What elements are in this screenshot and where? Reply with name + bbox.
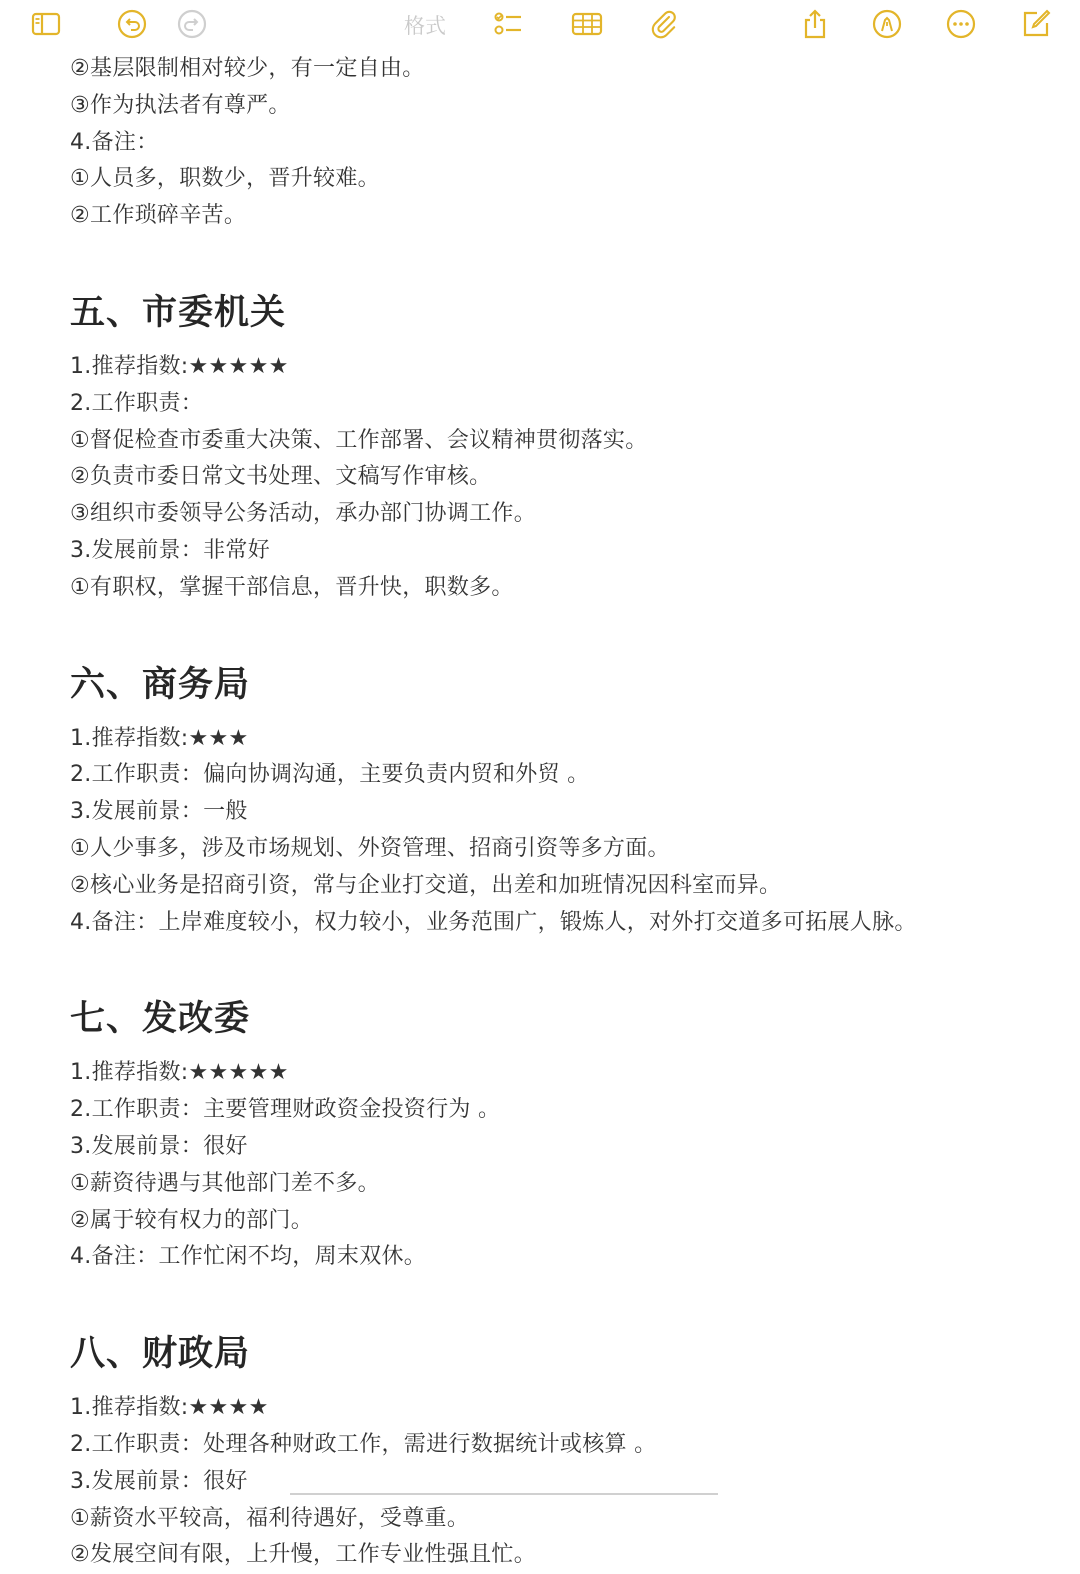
attachment-icon[interactable]	[645, 6, 681, 42]
note-line: 2.工作职责：偏向协调沟通，主要负责内贸和外贸 。	[70, 762, 590, 788]
note-line: ②负责市委日常文书处理、文稿写作审核。	[70, 464, 492, 490]
markup-pen-icon[interactable]	[869, 6, 905, 42]
note-line: ②属于较有权力的部门。	[70, 1207, 314, 1233]
note-line: 2.工作职责：主要管理财政资金投资行为 。	[70, 1097, 501, 1123]
section-heading: 六、商务局	[70, 664, 251, 705]
section-heading: 七、发改委	[70, 999, 251, 1040]
format-label[interactable]: 格式	[404, 14, 446, 38]
note-line: 3.发展前景：很好	[70, 1133, 248, 1159]
note-line: ②工作琐碎辛苦。	[70, 203, 247, 229]
note-line: 1.推荐指数:★★★	[70, 725, 249, 751]
note-line: 1.推荐指数:★★★★★	[70, 1060, 289, 1086]
compose-icon[interactable]	[1018, 6, 1054, 42]
undo-icon[interactable]	[114, 6, 150, 42]
note-line: 1.推荐指数:★★★★	[70, 1395, 269, 1421]
redo-icon[interactable]	[174, 6, 210, 42]
table-icon[interactable]	[569, 6, 605, 42]
note-line: 2.工作职责：	[70, 390, 204, 416]
text-underline	[290, 1493, 718, 1495]
note-line: 3.发展前景：很好	[70, 1468, 248, 1494]
note-line: 4.备注：工作忙闲不均，周末双休。	[70, 1244, 427, 1270]
note-line: ①人少事多，涉及市场规划、外资管理、招商引资等多方面。	[70, 835, 670, 861]
toolbar	[0, 0, 1080, 50]
note-line: 3.发展前景：一般	[70, 799, 248, 825]
note-line: 4.备注：	[70, 129, 159, 155]
section-heading: 五、市委机关	[70, 292, 287, 333]
note-line: ①薪资水平较高，福利待遇好，受尊重。	[70, 1505, 470, 1531]
note-line: ②发展空间有限，上升慢，工作专业性强且忙。	[70, 1542, 537, 1568]
more-icon[interactable]	[943, 6, 979, 42]
note-line: 4.备注：上岸难度较小，权力较小，业务范围广，锻炼人，对外打交道多可拓展人脉。	[70, 909, 917, 935]
note-line: ③组织市委领导公务活动，承办部门协调工作。	[70, 501, 537, 527]
note-line: ①督促检查市委重大决策、工作部署、会议精神贯彻落实。	[70, 427, 648, 453]
sidebar-icon[interactable]	[28, 6, 64, 42]
note-line: ②核心业务是招商引资，常与企业打交道，出差和加班情况因科室而异。	[70, 872, 782, 898]
note-line: 3.发展前景：非常好	[70, 537, 270, 563]
note-line: ②基层限制相对较少，有一定自由。	[70, 56, 425, 81]
note-line: ①人员多，职数少，晋升较难。	[70, 166, 380, 192]
note-line: ①有职权，掌握干部信息，晋升快，职数多。	[70, 574, 514, 600]
note-line: 2.工作职责：处理各种财政工作，需进行数据统计或核算 。	[70, 1431, 657, 1457]
note-body[interactable]	[70, 51, 1030, 1574]
note-line: ①薪资待遇与其他部门差不多。	[70, 1170, 380, 1196]
note-line: ③作为执法者有尊严。	[70, 92, 291, 118]
section-heading: 八、财政局	[70, 1334, 251, 1375]
share-icon[interactable]	[797, 6, 833, 42]
note-line: 1.推荐指数:★★★★★	[70, 353, 289, 379]
checklist-icon[interactable]	[490, 6, 526, 42]
